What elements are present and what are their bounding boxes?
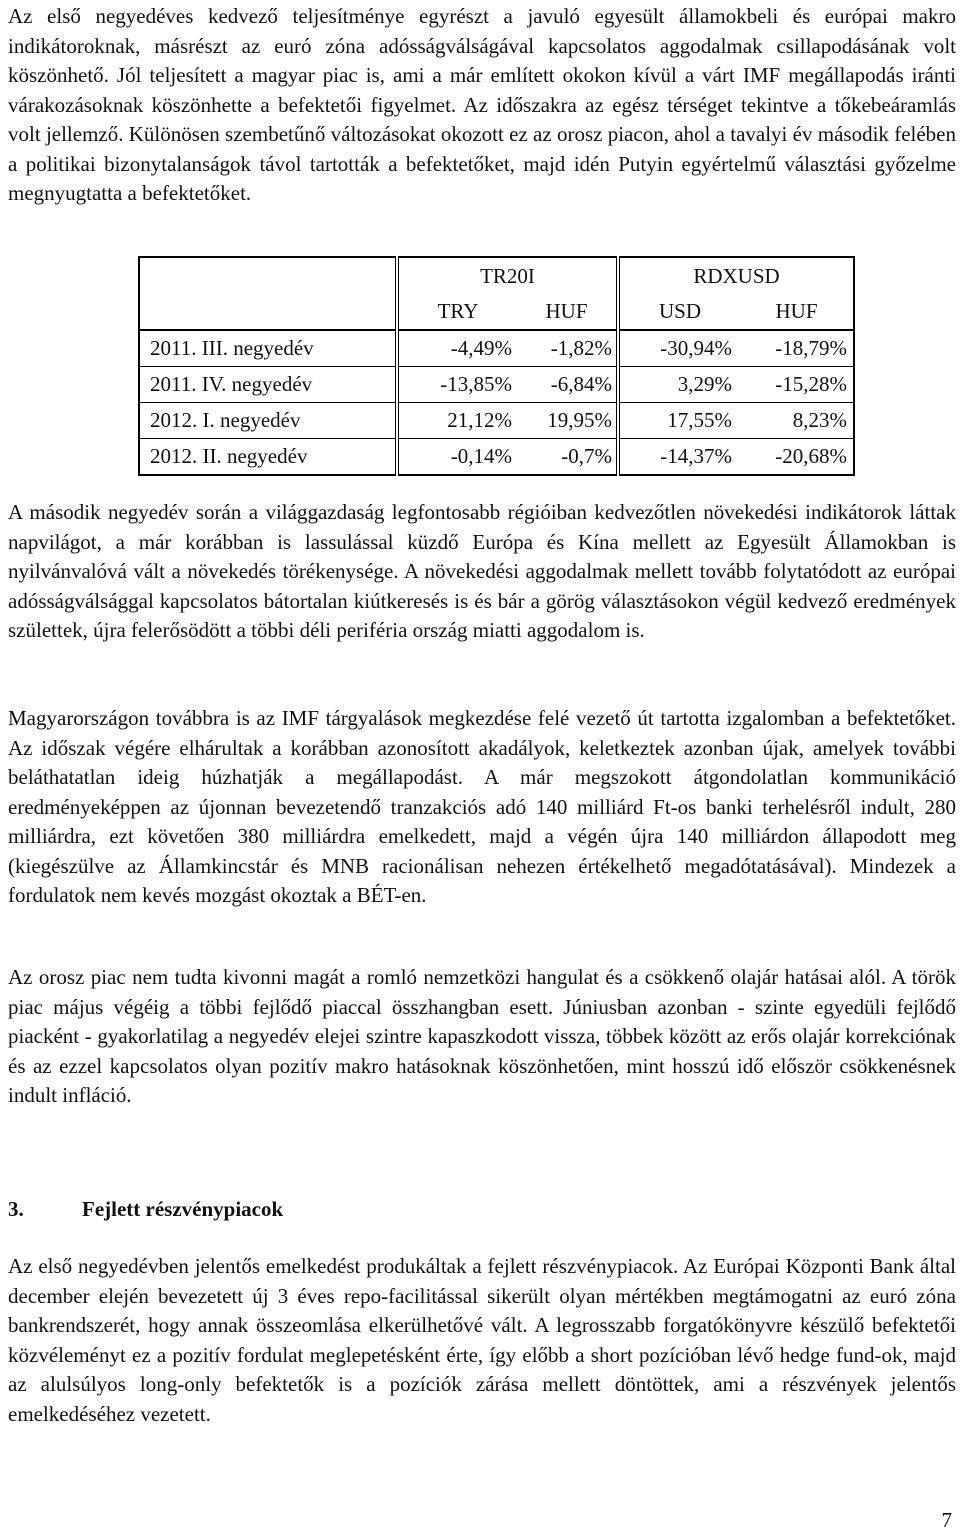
subheader-huf: HUF (517, 294, 618, 330)
paragraph-q2-global: A második negyedév során a világgazdaság legfontosabb régióiban kedvezőtlen növekedési indikátorok láttak napvilágot, a már korábban is lassulással küzdő Európa és Kína mellett az Egyesült Államokban is nyilvánvalóvá vált a növekedés törékenysége. A növekedési aggodalmak mellett tovább folytatódott az európai adósságválsággal kapcsolatos bátortalan kiútkeresés is és bár a görög választásokon végül kedvező eredmények születtek, újra felerősödött a többi déli periféria ország miatti aggodalom is. (8, 500, 956, 642)
value-cell: -13,85% (397, 367, 517, 403)
section-number: 3. (8, 1197, 24, 1221)
value-cell: -18,79% (740, 330, 854, 367)
header-rdxusd: RDXUSD (618, 257, 854, 294)
value-cell: -1,82% (517, 330, 618, 367)
paragraph-developed-markets: Az első negyedévben jelentős emelkedést produkáltak a fejlett részvénypiacok. Az Európai Központi Bank által december elején bevezetett új 3 éves repo-facilitással sikerült olyan mértékben megtámogatni az euró zóna bankrendszerét, hogy annak összeomlása elkerülhetővé vált. A legrosszabb forgatókönyvre készülő befektetői közvéleményt ez a pozitív fordulat meglepetésként érte, így előbb a short pozícióban lévő hedge fund-ok, majd az alulsúlyos long-only befektetők is a pozíciók zárása mellett döntöttek, ami a részvények jelentős emelkedéséhez vezetett. (8, 1254, 956, 1426)
value-cell: -0,14% (397, 439, 517, 476)
table-corner-cell (139, 257, 397, 294)
page-number: 7 (941, 1508, 952, 1532)
value-cell: -14,37% (618, 439, 740, 476)
value-cell: 17,55% (618, 403, 740, 439)
subheader-huf: HUF (740, 294, 854, 330)
row-label: 2011. IV. negyedév (139, 367, 397, 403)
table-row (139, 367, 854, 403)
paragraph-hungary: Magyarországon továbbra is az IMF tárgyalások megkezdése felé vezető út tartotta izgalomban a befektetőket. Az időszak végére elhárultak a korábban azonosított akadályok, keletkeztek azonban újak, amelyek további beláthatatlan ideig húzhatják a megállapodást. A már megszokott átgondolatlan kommunikáció eredményeképpen az újonnan bevezetendő tranzakciós adó 140 milliárd Ft-os banki terhelésről indult, 280 milliárdra, ezt követően 380 milliárdra emelkedett, majd a végén újra 140 milliárdon állapodott meg (kiegészülve az Államkincstár és MNB racionálisan nehezen értékelhető megadótatásával). Mindezek a fordulatok nem kevés mozgást okoztak a BÉT-en. (8, 706, 956, 907)
value-cell: -15,28% (740, 367, 854, 403)
paragraph-q1-performance: Az első negyedéves kedvező teljesítménye egyrészt a javuló egyesült államokbeli és európai makro indikátoroknak, másrészt az euró zóna adósságválságával kapcsolatos aggodalmak csillapodásának volt köszönhető. Jól teljesített a magyar piac is, ami a már említett okokon kívül a várt IMF megállapodás iránti várakozásoknak köszönhette a befektetői figyelmet. Az időszakra az egész térséget tekintve a tőkebeáramlás volt jellemző. Különösen szembetűnő változásokat okozott ez az orosz piacon, ahol a tavalyi év második felében a politikai bizonytalanságok távol tartották a befektetőket, majd idén Putyin egyértelmű választási győzelme megnyugtatta a befektetőket. (8, 4, 956, 205)
value-cell: -0,7% (517, 439, 618, 476)
table-row (139, 330, 854, 367)
value-cell: 3,29% (618, 367, 740, 403)
row-label: 2012. II. negyedév (139, 439, 397, 476)
section-heading (8, 1194, 283, 1224)
subheader-try: TRY (397, 294, 517, 330)
table-row (139, 403, 854, 439)
table-sub-header-row (139, 294, 854, 330)
value-cell: -6,84% (517, 367, 618, 403)
value-cell: -30,94% (618, 330, 740, 367)
table-group-header-row (139, 257, 854, 294)
paragraph-russia-turkey: Az orosz piac nem tudta kivonni magát a romló nemzetközi hangulat és a csökkenő olajár hatásai alól. A török piac május végéig a többi fejlődő piaccal összhangban esett. Júniusban azonban - szinte egyedüli fejlődő piacként - gyakorlatilag a negyedév elejei szintre kapaszkodott vissza, többek között az erős olajár korrekciónak és az ezzel kapcsolatos olyan pozitív makro hatásoknak köszönhetően, mint hosszú idő először csökkenésnek indult infláció. (8, 965, 956, 1107)
value-cell: 19,95% (517, 403, 618, 439)
value-cell: 8,23% (740, 403, 854, 439)
row-label: 2012. I. negyedév (139, 403, 397, 439)
table-row (139, 439, 854, 476)
row-label: 2011. III. negyedév (139, 330, 397, 367)
section-title: Fejlett részvénypiacok (82, 1197, 284, 1221)
index-returns-table (138, 256, 855, 476)
header-tr20i: TR20I (397, 257, 618, 294)
table-corner-cell (139, 294, 397, 330)
value-cell: -4,49% (397, 330, 517, 367)
subheader-usd: USD (618, 294, 740, 330)
value-cell: -20,68% (740, 439, 854, 476)
value-cell: 21,12% (397, 403, 517, 439)
